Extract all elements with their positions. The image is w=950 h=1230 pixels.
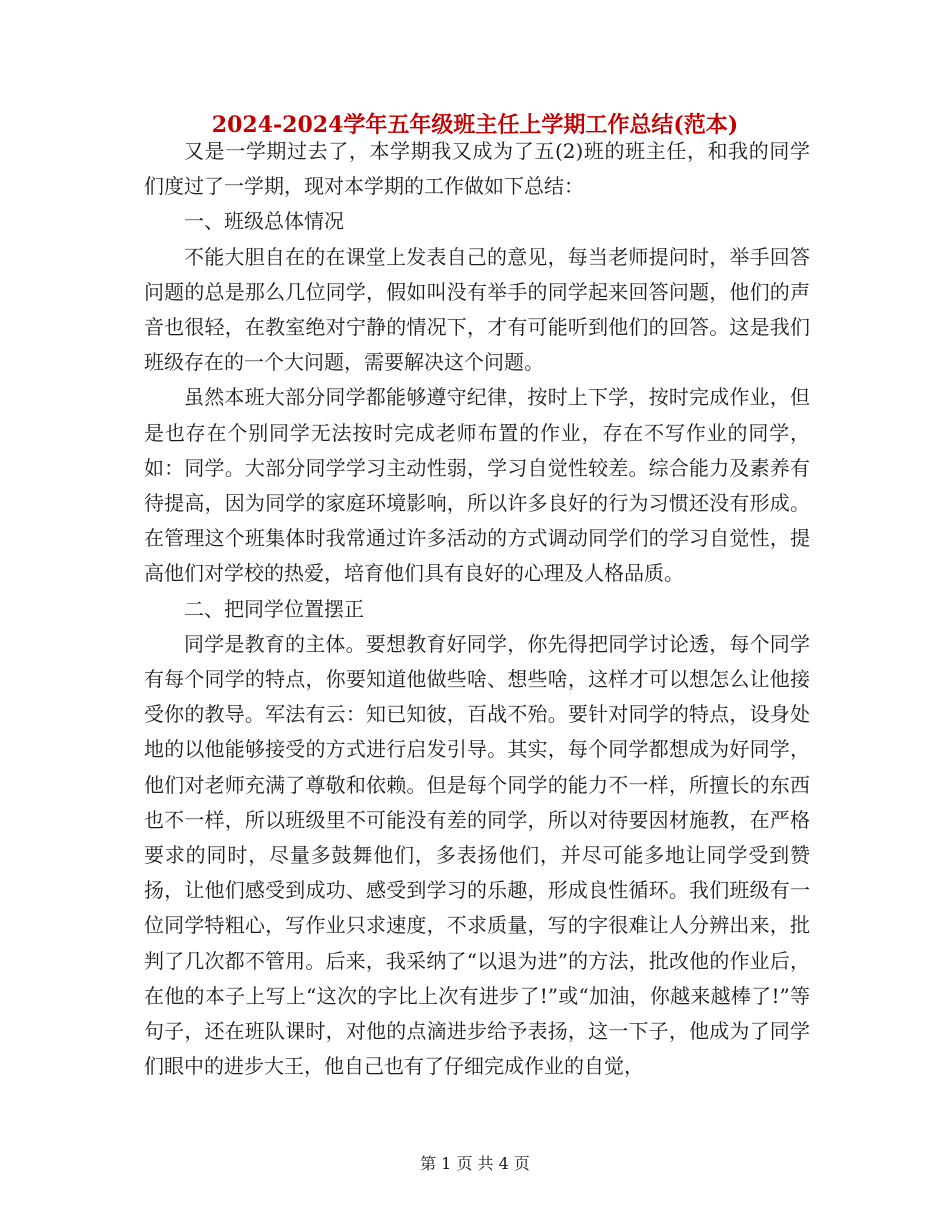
section-heading-1: 一、班级总体情况 <box>184 209 344 234</box>
paragraph-intro: 又是一学期过去了，本学期我又成为了五(2)班的班主任，和我的同学们度过了一学期，现对本学期的工作做如下总结： <box>144 139 810 199</box>
paragraph-discipline: 虽然本班大部分同学都能够遵守纪律，按时上下学，按时完成作业，但是也存在个别同学无法按时完成老师布置的作业，存在不写作业的同学，如：同学。大部分同学学习主动性弱，学习自觉性较差。综合能力及素养有待提高，因为同学的家庭环境影响，所以许多良好的行为习惯还没有形成。在管理这个班集体时我常通过许多活动的方式调动同学们的学习自觉性，提高他们对学校的热爱，培育他们具有良好的心理及人格品质。 <box>144 385 810 586</box>
page-footer: 第 1 页 共 4 页 <box>420 1154 530 1173</box>
section-heading-2: 二、把同学位置摆正 <box>184 596 364 621</box>
paragraph-class-situation: 不能大胆自在的在课堂上发表自己的意见，每当老师提问时，举手回答问题的总是那么几位同学，假如叫没有举手的同学起来回答问题，他们的声音也很轻，在教室绝对宁静的情况下，才有可能听到他们的回答。这是我们班级存在的一个大问题，需要解决这个问题。 <box>144 244 810 375</box>
document-body <box>144 134 810 1084</box>
paragraph-student-position: 同学是教育的主体。要想教育好同学，你先得把同学讨论透，每个同学有每个同学的特点，你要知道他做些啥、想些啥，这样才可以想怎么让他接受你的教导。军法有云：知已知彼，百战不殆。要针对同学的特点，设身处地的以他能够接受的方式进行启发引导。其实，每个同学都想成为好同学，他们对老师充满了尊敬和依赖。但是每个同学的能力不一样，所擅长的东西也不一样，所以班级里不可能没有差的同学，所以对待要因材施教，在严格要求的同时，尽量多鼓舞他们，多表扬他们，并尽可能多地让同学受到赞扬，让他们感受到成功、感受到学习的乐趣，形成良性循环。我们班级有一位同学特粗心，写作业只求速度，不求质量，写的字很难让人分辨出来，批判了几次都不管用。后来，我采纳了“以退为进”的方法，批改他的作业后，在他的本子上写上“这次的字比上次有进步了!”或“加油，你越来越棒了!”等句子，还在班队课时，对他的点滴进步给予表扬，这一下子，他成为了同学们眼中的进步大王，他自己也有了仔细完成作业的自觉， <box>144 631 810 1079</box>
document-title: 2024-2024学年五年级班主任上学期工作总结(范本) <box>211 112 739 138</box>
